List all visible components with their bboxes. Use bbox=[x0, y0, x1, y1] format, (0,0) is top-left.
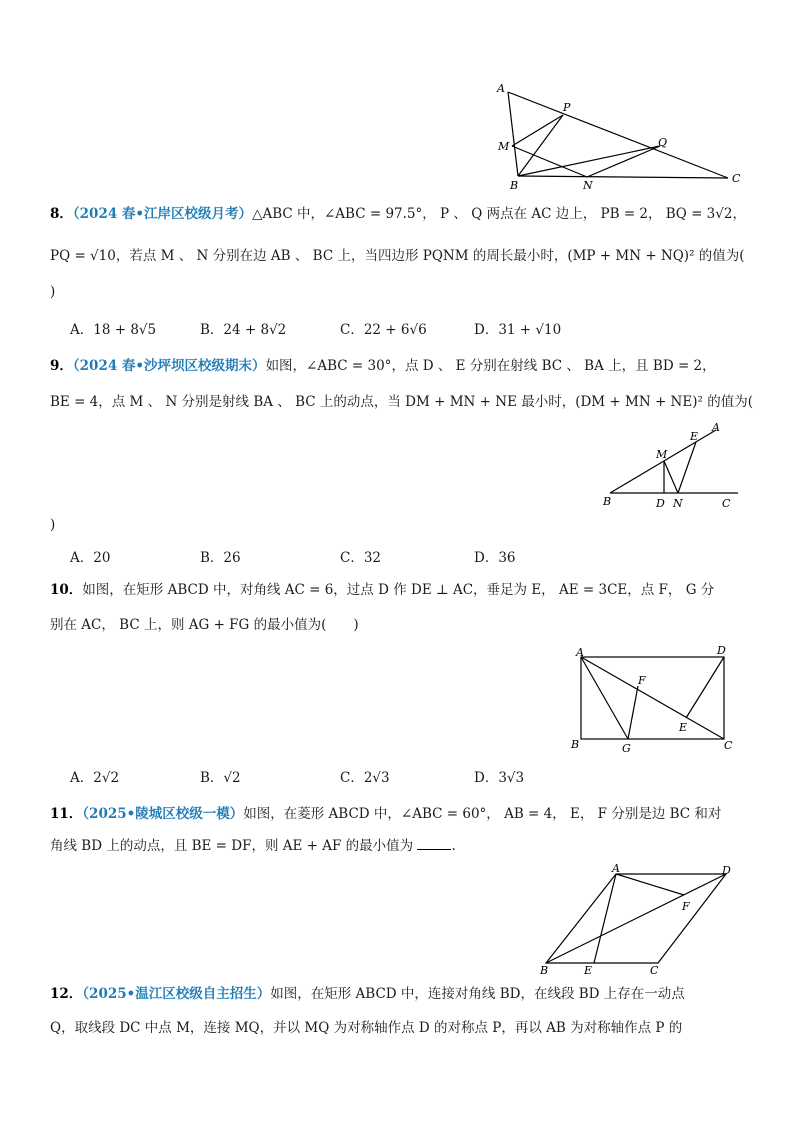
q8-source: （2024 春•江岸区校级月考） bbox=[72, 206, 253, 222]
figure-q10-rectangle bbox=[566, 642, 746, 757]
q11-period: . bbox=[451, 838, 456, 854]
q9-option-d[interactable]: D．36 bbox=[474, 550, 516, 566]
q10-line2: 别在 AC， BC 上，则 AG + FG 的最小值为( ) bbox=[50, 617, 359, 633]
label-c: C bbox=[724, 739, 733, 752]
label-n: N bbox=[673, 497, 683, 510]
label-f: F bbox=[638, 674, 646, 687]
q8-line3: ) bbox=[50, 284, 56, 300]
q9-source: （2024 春•沙坪坝区校级期末） bbox=[72, 358, 266, 374]
label-b: B bbox=[510, 179, 519, 192]
label-d: D bbox=[717, 644, 726, 657]
q8-option-a[interactable]: A．18 + 8√5 bbox=[70, 322, 157, 338]
label-c: C bbox=[722, 497, 731, 510]
label-e: E bbox=[690, 430, 699, 443]
label-e: E bbox=[584, 964, 593, 977]
q10-option-b[interactable]: B．√2 bbox=[200, 770, 241, 786]
q10-line1 bbox=[50, 580, 714, 600]
q12-line1 bbox=[50, 984, 685, 1004]
q8-option-b[interactable]: B．24 + 8√2 bbox=[200, 322, 287, 338]
figure-q9-angle bbox=[598, 418, 748, 514]
label-b: B bbox=[603, 495, 612, 508]
q11-line1 bbox=[50, 804, 721, 824]
q8-option-c[interactable]: C．22 + 6√6 bbox=[340, 322, 427, 338]
q11-text1: 如图，在菱形 ABCD 中，∠ABC = 60°， AB = 4， E， F 分别是边 BC 和对 bbox=[243, 806, 722, 822]
label-b: B bbox=[540, 964, 549, 977]
q11-number: 11． bbox=[50, 806, 83, 822]
q9-number: 9． bbox=[50, 358, 73, 374]
q10-option-d[interactable]: D．3√3 bbox=[474, 770, 525, 786]
q9-option-c[interactable]: C．32 bbox=[340, 550, 382, 566]
label-c: C bbox=[650, 964, 659, 977]
q11-answer-blank[interactable] bbox=[417, 837, 451, 850]
label-b: B bbox=[571, 738, 580, 751]
label-d: D bbox=[656, 497, 665, 510]
q9-text1: 如图，∠ABC = 30°，点 D 、 E 分别在射线 BC 、 BA 上，且 BD = 2， bbox=[265, 358, 716, 374]
q12-number: 12． bbox=[50, 986, 83, 1002]
label-f: F bbox=[682, 900, 690, 913]
figure-triangle-pqnm bbox=[490, 78, 750, 196]
label-g: G bbox=[622, 742, 631, 755]
q10-option-c[interactable]: C．2√3 bbox=[340, 770, 390, 786]
q9-option-b[interactable]: B．26 bbox=[200, 550, 241, 566]
label-a: A bbox=[612, 862, 620, 875]
q11-text2: 角线 BD 上的动点，且 BE = DF，则 AE + AF 的最小值为 bbox=[50, 838, 414, 854]
label-m: M bbox=[656, 448, 668, 461]
q9-option-a[interactable]: A．20 bbox=[70, 550, 111, 566]
q9-line1 bbox=[50, 356, 716, 376]
label-n: N bbox=[583, 179, 593, 192]
q8-option-d[interactable]: D．31 + √10 bbox=[474, 322, 562, 338]
q11-line2 bbox=[50, 836, 456, 856]
label-c: C bbox=[732, 172, 741, 185]
q8-line2: PQ = √10，若点 M 、 N 分别在边 AB 、 BC 上，当四边形 PQNM 的周长最小时，(MP + MN + NQ)² 的值为( bbox=[50, 248, 745, 264]
figure-q11-rhombus bbox=[534, 860, 744, 978]
label-e: E bbox=[679, 721, 688, 734]
q12-text1: 如图，在矩形 ABCD 中，连接对角线 BD，在线段 BD 上存在一动点 bbox=[270, 986, 685, 1002]
q9-line3: ) bbox=[50, 517, 56, 533]
label-a: A bbox=[576, 646, 584, 659]
q10-number: 10． bbox=[50, 582, 83, 598]
q11-source: （2025•陵城区校级一模） bbox=[82, 806, 244, 822]
q8-line1 bbox=[50, 204, 746, 224]
label-a: A bbox=[497, 82, 505, 95]
q8-number: 8． bbox=[50, 206, 73, 222]
label-d: D bbox=[722, 864, 731, 877]
q12-line2: Q，取线段 DC 中点 M，连接 MQ，并以 MQ 为对称轴作点 D 的对称点 P，再以 AB 为对称轴作点 P 的 bbox=[50, 1020, 683, 1036]
q10-option-a[interactable]: A．2√2 bbox=[70, 770, 120, 786]
q10-text1: 如图，在矩形 ABCD 中，对角线 AC = 6，过点 D 作 DE ⊥ AC，垂足为 E， AE = 3CE，点 F， G 分 bbox=[82, 582, 715, 598]
label-a: A bbox=[712, 421, 720, 434]
label-p: P bbox=[563, 101, 571, 114]
label-m: M bbox=[498, 140, 510, 153]
label-q: Q bbox=[658, 136, 668, 149]
q12-source: （2025•温江区校级自主招生） bbox=[82, 986, 271, 1002]
q8-text1: △ABC 中，∠ABC = 97.5°， P 、 Q 两点在 AC 边上， PB = 2， BQ = 3√2， bbox=[252, 206, 746, 222]
q9-line2: BE = 4，点 M 、 N 分别是射线 BA 、 BC 上的动点，当 DM + MN + NE 最小时，(DM + MN + NE)² 的值为( bbox=[50, 394, 753, 410]
